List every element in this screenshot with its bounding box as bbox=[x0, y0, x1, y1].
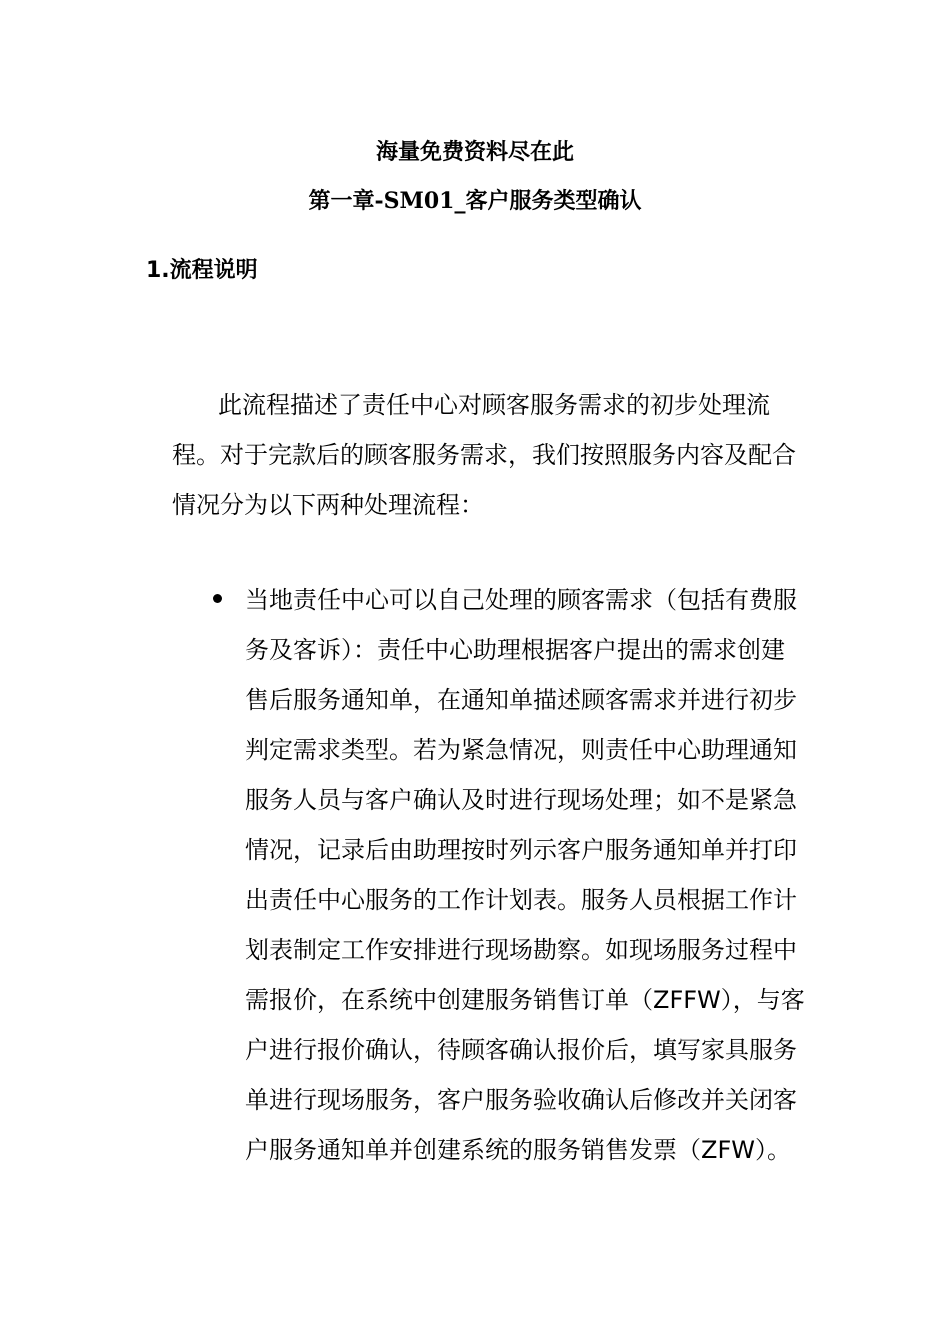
chapter-title: 第一章-SM01_客户服务类型确认 bbox=[308, 188, 642, 214]
intro-paragraph: 此流程描述了责任中心对顾客服务需求的初步处理流程。对于完款后的顾客服务需求，我们按照服务内容及配合情况分为以下两种处理流程： bbox=[172, 391, 796, 519]
bullet-text: 当地责任中心可以自己处理的顾客需求（包括有费服务及客诉）：责任中心助理根据客户提出的需求创建售后服务通知单，在通知单描述顾客需求并进行初步判定需求类型。若为紧急情况，则责任中心助理通知服务人员与客户确认及时进行现场处理；如不是紧急情况，记录后由助理按时列示客户服务通知单并打印出责任中心服务的工作计划表。服务人员根据工作计划表制定工作安排进行现场勘察。如现场服务过程中需报价，在系统中创建服务销售订单（ZFFW），与客户进行报价确认，待顾客确认报价后，填写家具服务单进行现场服务，客户服务验收确认后修改并关闭客户服务通知单并创建系统的服务销售发票（ZFW）。 bbox=[245, 586, 805, 1164]
bullet-dot-icon bbox=[213, 594, 222, 603]
section-heading: 1.流程说明 bbox=[146, 258, 258, 283]
header-line: 海量免费资料尽在此 bbox=[375, 139, 574, 165]
